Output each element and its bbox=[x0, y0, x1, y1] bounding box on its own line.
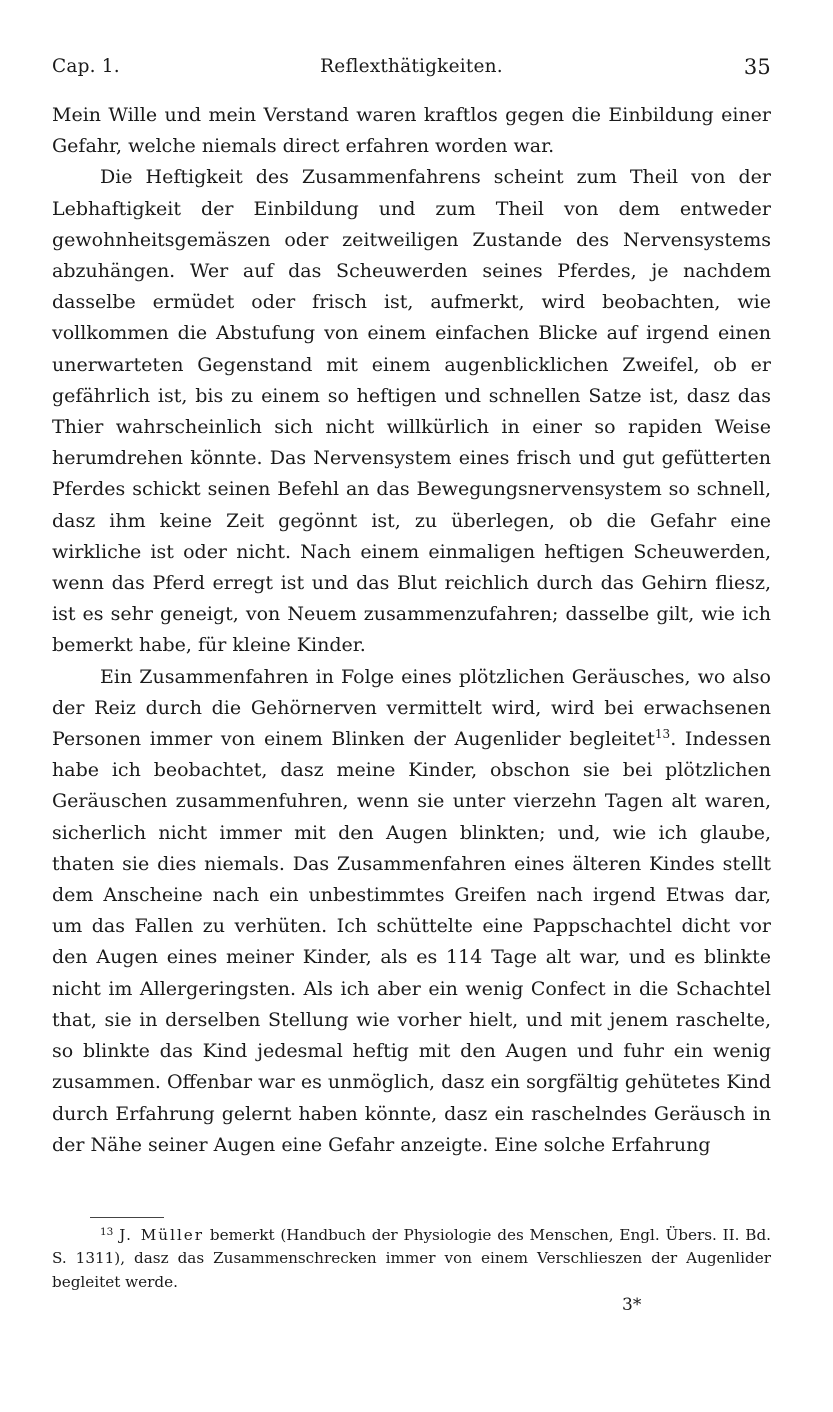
footnote-13 bbox=[52, 1224, 771, 1294]
footnote bbox=[52, 1224, 771, 1294]
footnote-text: bemerkt (Handbuch der Physiologie des Menschen, Engl. Übers. II. Bd. S. 1311), dasz das Zusammenschrecken immer von einem Verschlieszen der Augenlider begleitet werde. bbox=[52, 1226, 772, 1291]
running-header bbox=[52, 54, 771, 80]
paragraph-2: Die Heftigkeit des Zusammenfahrens scheint zum Theil von der Lebhaftigkeit der Einbildung und zum Theil von dem entweder gewohnheitsgemäszen oder zeitweiligen Zustande des Nervensystems abzuhängen. Wer auf das Scheuwerden seines Pferdes, je nachdem dasselbe ermüdet oder frisch ist, aufmerkt, wird beobachten, wie vollkommen die Abstufung von einem einfachen Blicke auf irgend einen unerwarteten Gegenstand mit einem augenblicklichen Zweifel, ob er gefährlich ist, bis zu einem so heftigen und schnellen Satze ist, dasz das Thier wahrscheinlich sich nicht willkürlich in einer so rapiden Weise herumdrehen könnte. Das Nervensystem eines frisch und gut gefütterten Pferdes schickt seinen Befehl an das Bewegungsnervensystem so schnell, dasz ihm keine Zeit gegönnt ist, zu überlegen, ob die Gefahr eine wirkliche ist oder nicht. Nach einem einmaligen heftigen Scheuwerden, wenn das Pferd erregt ist und das Blut reichlich durch das Gehirn fliesz, ist es sehr geneigt, von Neuem zusammenzufahren; dasselbe gilt, wie ich bemerkt habe, für kleine Kinder. bbox=[52, 166, 771, 657]
footnote-number: 13 bbox=[100, 1226, 114, 1238]
footnote-separator bbox=[90, 1217, 164, 1218]
paragraph-3-part-1: Ein Zusammenfahren in Folge eines plötzlichen Geräusches, wo also der Reiz durch die Gehörnerven vermittelt wird, wird bei erwachsenen Personen immer von einem Blinken der Augenlider begleitet bbox=[52, 665, 771, 751]
footnote-author: J. Müller bbox=[119, 1226, 205, 1244]
chapter-label: Cap. 1. bbox=[52, 56, 120, 77]
paragraph-3 bbox=[52, 662, 771, 1161]
paragraph-1: Mein Wille und mein Verstand waren kraftlos gegen die Einbildung einer Gefahr, welche niemals direct erfahren worden war. bbox=[52, 104, 771, 158]
body-text bbox=[52, 100, 771, 1161]
page-number: 35 bbox=[743, 55, 771, 79]
paragraph-3-part-2: . Indessen habe ich beobachtet, dasz meine Kinder, obschon sie bei plötzlichen Geräuschen zusammenfuhren, wenn sie unter vierzehn Tagen alt waren, sicherlich nicht immer mit den Augen blinkten; und, wie ich glaube, thaten sie dies niemals. Das Zusammenfahren eines älteren Kindes stellt dem Anscheine nach ein unbestimmtes Greifen nach irgend Etwas dar, um das Fallen zu verhüten. Ich schüttelte eine Pappschachtel dicht vor den Augen eines meiner Kinder, als es 114 Tage alt war, und es blinkte nicht im Allergeringsten. Als ich aber ein wenig Confect in die Schachtel that, sie in derselben Stellung wie vorher hielt, und mit jenem raschelte, so blinkte das Kind jedesmal heftig mit den Augen und fuhr ein wenig zusammen. Offenbar war es unmöglich, dasz ein sorgfältig gehütetes Kind durch Erfahrung gelernt haben könnte, dasz ein raschelndes Geräusch in der Nähe seiner Augen eine Gefahr anzeigte. Eine solche Erfahrung bbox=[52, 728, 772, 1156]
footnote-reference[interactable]: 13 bbox=[654, 727, 671, 742]
running-title: Reflexthätigkeiten. bbox=[320, 56, 503, 77]
signature-mark: 3* bbox=[622, 1295, 642, 1315]
